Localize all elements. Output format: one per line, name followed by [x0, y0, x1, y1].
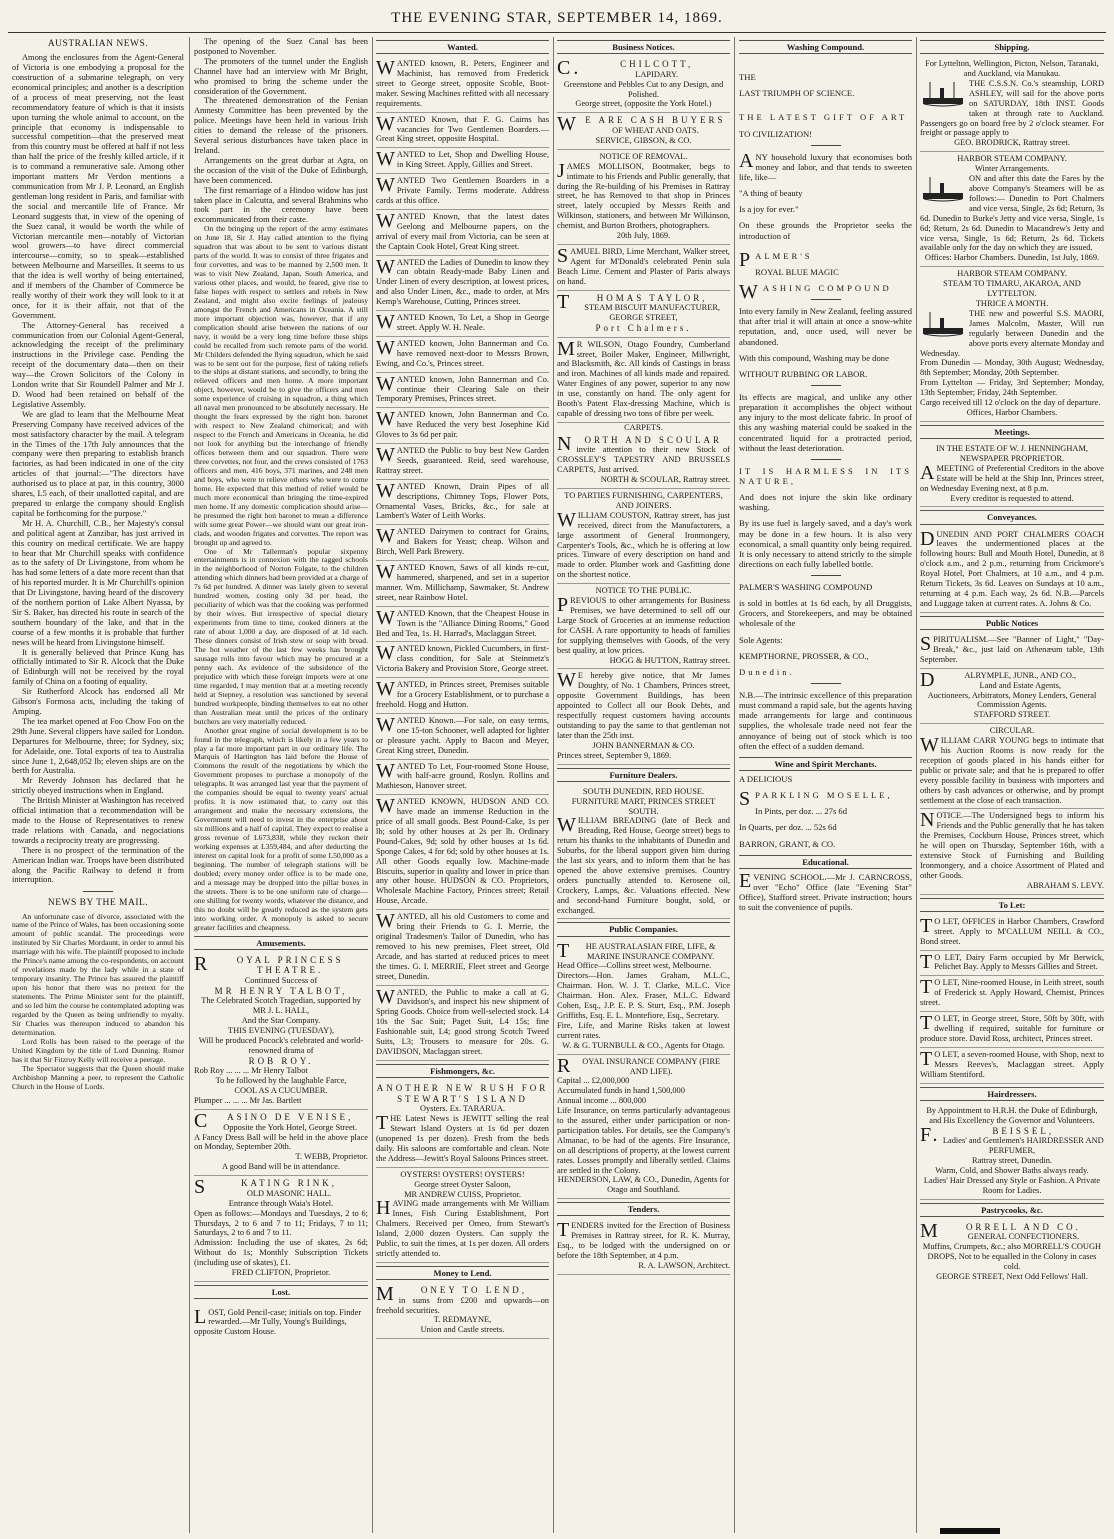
section-heading-wanted: Wanted.: [376, 40, 549, 54]
separator: [811, 459, 841, 460]
section-heading-amusements: Amusements.: [194, 936, 368, 950]
ad-line: MR ANDREW CUISS, Proprietor.: [404, 1189, 521, 1199]
ad-line: Princes street, September 9, 1869.: [557, 750, 672, 760]
ad-skating-rink: [194, 1176, 368, 1282]
ad-body: WANTED Two Gentlemen Boarders in a Private Family. Terms moderate. Address cards at this office.: [376, 174, 549, 206]
ad-title: TO PARTIES FURNISHING, CARPENTERS, AND JOINERS.: [564, 491, 723, 510]
ad-title: F.BEISSEL,: [920, 1123, 1055, 1146]
article-paragraph: The tea market opened at Foo Chow Foo on the 29th June. Several clippers have sailed for London. Departures for Melbourne, three; for Sydney, six; for Adelaide, one. Total exports of tea to Australia since June 1, 2,648,052 lb; eleven ships are on the berth for Australia.: [12, 716, 184, 776]
ad-line: Entrance through Waia's Hotel.: [228, 1198, 334, 1208]
ad-line: GENERAL CONFECTIONERS.: [967, 1232, 1080, 1242]
ad-body: WILLIAM COUSTON, Rattray street, has just received, direct from the Manufacturers, a large assortment of General Ironmongery, Carpenter's Tools, &c., which he is offering at low prices. Tinware of every description on hand and made to order. Plumber work and Gasfitting done on the shortest notice.: [557, 508, 730, 580]
ad-line: Ladies' Hair Dressed any Style or Fashion. A Private Room for Ladies.: [923, 1175, 1101, 1195]
ad-dalrymple: [920, 669, 1104, 725]
wanted-ad: [376, 113, 549, 149]
ad-title: THE AUSTRALASIAN FIRE, LIFE, & MARINE INSURANCE COMPANY.: [557, 939, 716, 962]
ad-body: WANTED Known, that the Cheapest House in Town is the "Alliance Dining Rooms," Good Bed and Tea, 1s. H. Harrad's, Maclaggan Street.: [376, 606, 549, 638]
ad-body: AMEETING of Preferential Creditors in the above Estate will be held at the Ship Inn, Princes street, on Wednesday Evening next, at 8 p.m.: [920, 461, 1104, 493]
ad-spiritualism: [920, 633, 1104, 669]
ad-line: In Pints, per doz. ... 27s 6d: [755, 806, 848, 817]
ad-body: TO LET, Nine-roomed House, in Leith street, south of Frederick st. Apply Howard, Chemist, Princes street.: [920, 976, 1104, 1008]
masthead: THE EVENING STAR, SEPTEMBER 14, 1869.: [391, 10, 723, 26]
ad-line: SOUTH DUNEDIN, RED HOUSE.: [582, 786, 705, 796]
ad-title: SKATING RINK,: [194, 1176, 338, 1199]
ad-body: WANTED, all his old Customers to come and bring their Friends to G. I. Merrie, the original Tradesmen's Tailor of Dunedin, who has removed to his new premises, Fleet street, Old Arcade, and has started at reduced prices to meet the times. G. I. MERRIE, Fleet street and George street, Dunedin.: [376, 910, 549, 981]
ad-title: C.CHILCOTT,: [557, 57, 694, 80]
ad-body: WANTED Known, Saws of all kinds re-cut, hammered, sharpened, and set in a superior manner. Wm. Millichamp, Sawmaker, St. Andrew street, near Rainbow Hotel.: [376, 561, 549, 602]
ad-line: Cargo received till 12 o'clock on the day of departure.: [920, 398, 1101, 408]
ad-line: Continued Success of: [244, 975, 318, 985]
ad-line: OF WHEAT AND OATS.: [612, 125, 699, 135]
ad-title: WE ARE CASH BUYERS: [557, 113, 726, 136]
ad-title: ROYAL INSURANCE COMPANY (FIRE AND LIFE).: [557, 1054, 721, 1077]
article-paragraph: We are glad to learn that the Melbourne Meat Preserving Company have received advices of the most satisfactory character by the mail. A telegram in the Times of the 17th July announces that the company were then preparing to establish branch factories, as had been indicated in one of the city articles of that journal:—"The directors have authorised us to place at par, in this country, 3000 shares, L5 each, of their unallotted capital, and are prepared to enlarge the company should English capital be forthcoming for the purpose.": [12, 409, 184, 518]
ad-body: PREVIOUS to other arrangements for Business Premises, we have determined to sell off our Large Stock of Groceries at an immense reduction for CASH. A rare opportunity to heads of families for supplying themselves with Goods, of the very best quality, at low prices.: [557, 594, 730, 655]
ad-line: Land and Estate Agents,: [979, 680, 1061, 690]
column-3: [376, 37, 549, 1533]
ad-couston: [557, 489, 730, 584]
ad-body: TO LET, a seven-roomed House, with Shop, next to Messrs Reeves's, Maclaggan street. Apply William Stentiford.: [920, 1047, 1104, 1079]
ad-body: TO LET, OFFICES in Harbor Chambers, Crawford street. Apply to M'CALLUM NEILL & CO., Bond street.: [920, 914, 1104, 946]
ad-body: TENDERS invited for the Erection of Business Premises in Rattray street, for R. K. Murray, Esq., to be lodged with the undersigned on or before the 18th September, at 4 p.m.: [557, 1219, 730, 1261]
column-5: [739, 37, 912, 1533]
ad-harbor-steam-timaru: [920, 267, 1104, 422]
article-paragraph: The opening of the Suez Canal has been postponed to November.: [194, 37, 368, 56]
section-heading-to-let: To Let:: [920, 898, 1104, 912]
ad-title: WASHING COMPOUND: [739, 280, 892, 303]
ad-coach: [920, 528, 1104, 613]
ad-line: Will be produced Pocock's celebrated and world-renowned drama of: [198, 1036, 364, 1055]
ad-line: ABRAHAM S. LEVY.: [1026, 880, 1104, 890]
ad-line: Accumulated funds in hand 1,500,000: [557, 1086, 685, 1096]
separator: [83, 891, 113, 892]
wanted-ad: [376, 642, 549, 678]
ad-body: WANTED, the Public to make a call at G. Davidson's, and inspect his new shipment of Spring Goods. Choice from well-selected stock. L4 10s the Sac Suit; Paget Suit, L4 15s; fine Fashionable suit, L4; good strong Scotch Tweed Suits, L3; Trousers to measure for 20s. G. DAVIDSON, Maclaggan street.: [376, 985, 549, 1056]
section-heading-lost: Lost.: [194, 1285, 368, 1299]
ad-north-and-scoular: [557, 433, 730, 489]
ad-title: NOTICE OF REMOVAL.: [599, 151, 688, 161]
ad-title: NOTICE TO THE PUBLIC.: [595, 586, 692, 596]
article-paragraph: On the bringing up the report of the army estimates on June 18, Sir J. Hay called attention to the flying squadron that was about to be sent to various distant parts of the world. It was to consist of three frigates and four corvettes, and was to be manned by 2,500 men. It was to visit New Zealand, Japan, South America, and various other places, and would, he feared, give rise to false hopes with respect to settlers and rebels in New Zealand, and might also excite feelings of jealousy amongst the French and Americans in Oceania. A still more important objection was, however, that if any complication should arise between the nations of our navy, it would be a very long time before these ships could be recalled from such remote parts of the world. Mr Childers defended the flying squadron, which he said was to be sent out for the purpose, first of taking reliefs to the ships at distant stations, and secondly, to bring the relieved officers and men home. A more important object, however, would be to give the officers and men some experience of cruising in squadron, a thing which all naval men pronounced to be absolutely necessary. He thought the fears expressed by the right hon. baronet with respect to New Zealand chimerical; and with respect to the French and Americans in Oceania, he did not look for anything but the interchange of friendly offices between them and our squadron. There were three corvettes, not four, and the crews consisted of 1763 officers and men, 416 boys, 371 marines, and 248 men and boys, who were to relieve others who were to come home. He expected that this method of relief would be much more economical than bringing the time-expired men home. If any domestic complication should arise—he presumed the right hon baronet to mean a difference with some great Power—we should want our great iron-clads, and wooden frigates and corvettes. The report was brought up and agreed to.: [194, 224, 368, 547]
ad-title: THOMAS TAYLOR,: [557, 290, 708, 313]
separator: [811, 575, 841, 576]
ad-line: TO CIVILIZATION!: [739, 128, 813, 139]
ad-title: HARBOR STEAM COMPANY.: [957, 269, 1067, 279]
wanted-ad: [376, 795, 549, 910]
ad-to-let: [920, 1048, 1104, 1084]
ad-body: SAMUEL BIRD, Lime Merchant, Walker street, Agent for M'Donald's celebrated Penin sula Beach Lime. Cement and Plaster of Paris always on hand.: [557, 244, 730, 286]
ad-body: ANY household luxury that economises both money and labor, and that tends to sweeten life, like—: [739, 149, 912, 182]
ad-line: By Appointment to H.R.H. the Duke of Edinburgh, and His Excellency the Governor and Volunteers.: [926, 1105, 1098, 1125]
ad-title: NORTH AND SCOULAR: [557, 432, 722, 455]
wanted-ad: [376, 607, 549, 643]
ad-henningham-estate: [920, 442, 1104, 507]
ad-body: WANTED known, Pickled Cucumbers, in first-class condition, for Sale at Steinmetz's Victoria Bakery and Provision Store, George street.: [376, 642, 549, 674]
ad-line: Greenstone and Pebbles Cut to any Design, and Polished.: [563, 79, 724, 99]
column-divider: [553, 37, 554, 1533]
ad-oysters: [376, 1168, 549, 1263]
article-paragraph: The threatened demonstration of the Fenian Amnesty Committee has been prevented by the police. Meetings have been held in various Irish cities to demand the release of the prisoners. Several serious disturbances have taken place in Ireland.: [194, 96, 368, 155]
ad-body: Its effects are magical, and unlike any other preparation it accomplishes the object without any injury to the most delicate fabric. In proof of this any washing material could be soaked in the concentrated liquid for a protracted period, without the least deterioration.: [739, 391, 912, 453]
ad-line: KEMPTHORNE, PROSSER, & CO.,: [739, 650, 869, 661]
ad-body: On these grounds the Proprietor seeks the introduction of: [739, 220, 912, 241]
ad-line: HOGG & HUTTON, Rattray street.: [609, 655, 730, 665]
ad-line: Annual income ... 800,000: [557, 1096, 647, 1106]
ad-body: WILLIAM BREADING (late of Beck and Breading, Red House, George street) begs to return his thanks to the inhabitants of Dunedin and Suburbs, for the liberal support given him during the last six years, and to inform them that he has opened the above extensive premises. Country orders punctually attended to. Kerosene oil, Crockery, Lamps, &c. Valuations effected. New and second-hand Furniture bought, sold, or exchanged.: [557, 814, 730, 915]
ad-notice-levy: [920, 809, 1104, 894]
ad-body: N.B.—The intrinsic excellence of this preparation must command a rapid sale, but the agents having made arrangements for large and continuous supplies, the wholesale trade need not fear the annoyance of being out of stock which is too often the effect of a sudden demand.: [739, 690, 912, 751]
ad-line: To be followed by the laughable Farce,: [215, 1076, 347, 1086]
ad-line: Plumper ... ... ... Mr Jas. Bartlett: [194, 1096, 302, 1106]
ad-line: 20th July, 1869.: [616, 231, 671, 241]
ad-body: WANTED To Let, Four-roomed Stone House, with half-acre ground, Roslyn. Rollins and Mathieson, Hanover street.: [376, 759, 549, 791]
ad-to-let: [920, 1012, 1104, 1048]
ad-body: TO LET, Dairy Farm occupied by Mr Berwick, Pelichet Bay. Apply to Messrs Gillies and Street.: [920, 950, 1104, 973]
ad-title: PALMER'S: [739, 248, 813, 271]
ad-body: THE Latest News is JEWITT selling the real Stewart Island Oysters at 1s 6d per dozen (unopened 1s per dozen). Fresh from the beds daily. His saloons are comfortable and clean. Note the Address—Jewitt's Royal Saloons Princes street.: [376, 1112, 549, 1163]
ad-line: PALMER'S WASHING COMPOUND: [739, 582, 873, 593]
ad-body: NOTICE.—The Undersigned begs to inform his Friends and the Public generally that he has taken the Premises, Cockburn House, Princes street, which he will open on Thursday, September 16th, with a extensive Stock of Furnishing and Building Ironmongery, and a choice Assortment of Plated and other Goods.: [920, 809, 1104, 880]
wanted-ad: [376, 210, 549, 256]
ad-body: DUNEDIN AND PORT CHALMERS COACH leaves the undermentioned places at the following hours: Bull and Mouth Hotel, Dunedin, at 8 o'clock a.m., and 2 p.m., returning from Crickmore's Royal Hotel, Port Chalmers, at 10 a.m., and 4 p.m. Return Tickets, 3s 6d. Leaves on Sundays at 10 a.m., returning at 4 p.m. Each way, 2s 6d. N.B.—Parcels and Luggage taken at current rates. A. Johns & Co.: [920, 527, 1104, 608]
ad-body: SPIRITUALISM.—See "Banner of Light," "Day-Break," &c., just laid on Athenæum table, 13th September.: [920, 632, 1104, 664]
column-6: [920, 37, 1104, 1533]
ad-line: W. & G. TURNBULL & CO., Agents for Otago.: [562, 1040, 725, 1050]
separator: [811, 145, 841, 146]
ad-title: ANOTHER NEW RUSH FOR STEWART'S ISLAND: [376, 1083, 549, 1104]
ad-tenders: [557, 1219, 730, 1275]
wanted-ad: [376, 525, 549, 561]
ad-line: A Fancy Dress Ball will be held in the above place on Monday, September 20th.: [194, 1132, 368, 1152]
ad-notice-of-removal: [557, 150, 730, 245]
ad-line: THE LATEST GIFT OF ART: [739, 112, 908, 123]
section-heading-washing-compound: Washing Compound.: [739, 40, 912, 54]
ad-body: WANTED known, John Bannerman and Co. have removed next-door to Messrs Brown, Ewing, and Co.'s, Princes street.: [376, 336, 549, 368]
separator: [811, 385, 841, 386]
ad-body: THE new and powerful S.S. MAORI, James Malcolm, Master, Will run regularly between Dunedin and the above ports every alternate Monday and Wednesday.: [920, 308, 1104, 358]
ad-to-let: [920, 976, 1104, 1012]
article-paragraph: The British Minister at Washington has received official intimation that a recommendation will be made to the House of Representatives to renew trade relations with Canada, and negociations towards a reciprocity treaty are progressing.: [12, 796, 184, 845]
ad-line: LAST TRIUMPH OF SCIENCE.: [739, 88, 855, 99]
section-heading-public-companies: Public Companies.: [557, 922, 730, 936]
ad-line: NORTH & SCOULAR, Rattray street.: [600, 475, 730, 485]
section-heading-meetings: Meetings.: [920, 425, 1104, 439]
ad-line: COOL AS A CUCUMBER.: [234, 1086, 328, 1096]
ad-line: in sums from £200 and upwards—on freehold securities.: [376, 1295, 549, 1315]
section-heading-public-notices: Public Notices: [920, 616, 1104, 630]
article-paragraph: Mr Reverdy Johnson has declared that he strictly obeyed instructions when in England.: [12, 776, 184, 796]
ad-body: invite attention to their new Stock of CROSSLEY'S TAPESTRY AND BRUSSELS CARPETS, Just arrived.: [557, 445, 730, 475]
ad-line: STAFFORD STREET.: [973, 710, 1051, 720]
ad-body: WANTED Known, that F. G. Cairns has vacancies for Two Gentlemen Boarders.—Great King street, opposite Hospital.: [376, 112, 549, 144]
ad-body: WANTED known, John Bannerman and Co. have Reduced the very best Josephine Kid Gloves to 3s 6d per pair.: [376, 408, 549, 440]
ad-line: Opposite the York Hotel, George Street.: [223, 1122, 358, 1132]
ad-body: EVENING SCHOOL.—Mr J. CARNCROSS, over "Echo" Office (late "Evening Star" Office), Stafford street. Private instruction; hours to suit the convenience of pupils.: [739, 869, 912, 913]
wanted-ad: [376, 444, 549, 480]
ad-line: MR HENRY TALBOT,: [214, 985, 348, 996]
ad-thomas-taylor: [557, 291, 730, 338]
column-divider: [189, 37, 190, 1533]
section-heading-shipping: Shipping.: [920, 40, 1104, 54]
wanted-ad: [376, 256, 549, 312]
ad-australasian-insurance: [557, 940, 730, 1055]
wanted-ads-list: [376, 57, 549, 1061]
ad-title: IN THE ESTATE OF W. J. HENNINGHAM, NEWSPAPER PROPRIETOR.: [935, 444, 1088, 463]
article-paragraph: Another great engine of social development is to be found in the telegraph, which is likely in a few years to play a far more important part in our ordinary life. The Marquis of Hartington has laid before the House of Commons the result of the negotiations by which the Government proposes to purchase a monopoly of the telegraphs. It was arranged last year that the payment of the companies should be equal to twenty years' actual profits. It is now estimated that, to carry out this arrangement and make the necessary extensions, the Government will need to invest in the enterprise about six millions and a half of capital. They expect to realise a gross revenue of L673,838, while they reckon their working expenses at L359,484, and after deducting the interest on capital look for a profit of some L50,000 as a beginning. The number of telegraph stations will be doubled; every money order office is to be made one, and a message may be dropped into the pillar boxes in the streets. There is to be one uniform rate of charge—one shilling for twenty words, whatever the distance, and this no doubt will be greatly reduced as the system gets into working order. A monopoly is asked to secure greater facilities and cheapness.: [194, 725, 368, 932]
ad-body: WANTED Known, To Let, a Shop in George street. Apply W. H. Neale.: [376, 311, 549, 334]
ad-body: Life Insurance, on terms particularly advantageous to the assured, either under participation or non-participation tables. For details, see the Company's Almanac, to be had of the agents. Fire Insurance, on all descriptions of property, at the lowest current rates. Losses promptly and liberally settled. Claims are settled in the Colony.: [557, 1106, 730, 1175]
section-heading-money-to-lend: Money to Lend.: [376, 1266, 549, 1280]
section-heading-australian-news: AUSTRALIAN NEWS.: [47, 39, 149, 49]
ad-line: WITHOUT RUBBING OR LABOR.: [739, 368, 868, 379]
ad-lord-ashley: [920, 57, 1104, 152]
ad-line: OLD MASONIC HALL.: [246, 1188, 332, 1198]
ad-title: OYSTERS! OYSTERS! OYSTERS!: [400, 1169, 525, 1179]
ad-line: R. A. LAWSON, Architect.: [638, 1261, 730, 1271]
ad-to-let: [920, 951, 1104, 977]
ad-notice-to-public: [557, 584, 730, 669]
ad-line: Ladies' and Gentlemen's HAIRDRESSER AND PERFUMER,: [942, 1136, 1104, 1156]
ad-body: WANTED to Let, Shop and Dwelling House, in King Street. Apply, Gillies and Street.: [376, 148, 549, 171]
ad-line: Is a joy for ever.": [739, 204, 799, 215]
column-4: [557, 37, 730, 1533]
article-paragraph: It is generally believed that Prince Kung has officially intimated to Sir R. Alcock that the Duke of Edinburgh will not be received by the royal family of China on a footing of equality.: [12, 647, 184, 687]
ad-body: WANTED known, R. Peters, Engineer and Machinist, has removed from Frederick street to George street, opposite Scoble, Boot-maker. Sewing Machines refitted with all necessary requirements.: [376, 57, 549, 108]
separator: [811, 299, 841, 300]
section-heading-furniture: Furniture Dealers.: [557, 768, 730, 782]
ad-title: CASINO DE VENISE,: [194, 1110, 354, 1133]
ad-line: Port Chalmers.: [595, 323, 692, 333]
ad-line: JOHN BANNERMAN & CO.: [592, 740, 695, 750]
ad-line: GEO. BRODRICK, Rattray street.: [954, 138, 1070, 148]
ad-line: THIS EVENING (TUESDAY),: [228, 1026, 334, 1036]
wanted-ad: [376, 910, 549, 985]
steamship-icon: [920, 79, 966, 109]
ad-line: A DELICIOUS: [739, 774, 793, 785]
article-paragraph: The first remarriage of a Hindoo widow has just taken place in Calcutta, and several Brahmins who took part in the ceremony have been excommunicated from their caste.: [194, 185, 368, 225]
wanted-ad: [376, 986, 549, 1061]
ad-body: HAVING made arrangements with Mr William Innes, Fish Curing Establishment, Port Chalmers. Received per Omeo, from Stewart's Island, 2,000 dozen Oysters. Can supply the Public, to suit the times, at 1s per dozen. All orders strictly attended to.: [376, 1197, 549, 1258]
ad-line: George street, (opposite the York Hotel.): [575, 99, 712, 109]
article-paragraph: The Spectator suggests that the Queen should make Archbishop Manning a peer, to represent the Catholic Church in the House of Lords.: [12, 1063, 184, 1091]
ad-line: A good Band will be in attendance.: [222, 1162, 340, 1172]
ad-line: Dunedin.: [739, 666, 795, 677]
ad-body: By its use fuel is largely saved, and a day's work may be done in a few hours. It is also very economical, a small quantity only being required. It is only necessary to attend strictly to the simple directions on each fully labelled bottle.: [739, 518, 912, 569]
ad-body: WANTED known, John Bannerman and Co. continue their Clearing Sale on their Temporary Premises, Princes street.: [376, 372, 549, 404]
ad-line: Open as follows:—Mondays and Tuesdays, 2 to 6; Thursdays, 2 to 6 and 7 to 11; Fridays, 7 to 11; Saturdays, 2 to 6 and 7 to 11.: [194, 1208, 368, 1238]
ad-line: Warm, Cold, and Shower Baths always ready.: [935, 1165, 1089, 1175]
ad-line: IT IS HARMLESS IN ITS NATURE,: [739, 465, 912, 486]
section-heading-hairdressers: Hairdressers.: [920, 1087, 1104, 1101]
ad-line: LAPIDARY.: [635, 69, 679, 79]
ad-royal-insurance: [557, 1055, 730, 1200]
ad-line: The Celebrated Scotch Tragedian, supported by MR J. L. HALL,: [201, 996, 361, 1016]
ad-line: In Quarts, per doz. ... 52s 6d: [739, 822, 837, 833]
ad-body: WANTED Dairymen to contract for Grains, and Bakers for Yeast; cheap. Wilson and Birch, Well Park Brewery.: [376, 525, 549, 557]
ad-line: FURNITURE MART, PRINCES STREET SOUTH.: [571, 796, 716, 816]
ad-line: From Lyttelton — Friday, 3rd September; Monday, 13th September; Friday, 24th September.: [920, 378, 1104, 398]
ad-body: WILLIAM CARR YOUNG begs to intimate that his Auction Rooms is now ready for the reception of goods placed in his hands either for public or private sale; and that he is prepared to offer every possible facility in business with importers and others by cash advances or otherwise, and by prompt settlement at the close of each transaction.: [920, 734, 1104, 805]
ad-line: Fire, Life, and Marine Risks taken at lowest current rates.: [557, 1020, 730, 1040]
article-paragraph: Mr H. A. Churchill, C.B., her Majesty's consul and political agent at Zanzibar, has just arrived in this country on medical certificate. We are happy to hear that Mr Churchill speaks with confidence as to the safety of Dr Livingstone, from whom he has had some letters of a date more recent than that of his reported murder. It is Mr Churchill's opinion that Dr Livingstone, having heard of the discovery of the northern portion of Lake Albert Nyassa, by Sir S. Baker, has directed his route in search of the southern boundary of the lake, and that in the course of a few months it is probable that further news will be heard from Livingstone himself.: [12, 518, 184, 647]
ad-body: JAMES MOLLISON, Bootmaker, begs to intimate to his Friends and Public generally, that during the Re-building of his Premises in Rattray street, he has Removed to that shop in Princes street, lately occupied by Messrs Reith and Wilkinson, stationers, and between Mr Wilkinson, chemist, and Burton Brothers, photographers.: [557, 159, 730, 231]
section-heading-business-notices: Business Notices.: [557, 40, 730, 54]
ad-line: Union and Castle streets.: [420, 1325, 505, 1335]
wanted-ad: [376, 373, 549, 409]
column-2: [194, 37, 368, 1533]
ad-body: WANTED Known.—For sale, on easy terms, one 15-ton Schooner, well adapted for lighter or pleasure yacht. Apply to Bacon and Meyer, Great King street, Dunedin.: [376, 713, 549, 755]
ad-body: WANTED KNOWN, HUDSON AND CO. have made an immense Reduction in the price of all small goods. Best Pound-Cake, 1s per lb; sold by other houses at 2s per lb. Ordinary Pound-Cakes, 9d; sold by other houses at 1s 6d. Sponge Cakes, 4 for 6d; sold by other houses at 1s. All other Goods equally low. Machine-made Biscuits, superior in quality and lower in price than any other house. HUDSON & CO. Proprietors, Wholesale Machine Factory, Princes street; Retail House, Arcade.: [376, 795, 549, 906]
ad-cash-buyers: [557, 113, 730, 149]
ad-otago-foundry: [557, 338, 730, 423]
steamship-icon: [920, 174, 966, 204]
section-heading-conveyances: Conveyances.: [920, 510, 1104, 524]
ad-body: THE C.S.S.N. Co.'s steamship, LORD ASHLEY, will sail for the above ports on SATURDAY, 18th INST. Goods taken at through rate to Auckland. Passengers go on board free by 2 o'clock steamer. For freight or passage apply to: [920, 78, 1104, 138]
ad-body: TO LET, in George street, Store, 50ft by 30ft, with dwelling if required, suitable for furniture or produce store. David Ross, architect, Princes street.: [920, 1012, 1104, 1043]
ad-body: WANTED, in Princes street, Premises suitable for a Grocery Establishment, or to purchase a freehold. Hogg and Hutton.: [376, 678, 549, 709]
ad-stewart-island-oysters: [376, 1081, 549, 1168]
ad-line: Capital ... £2,000,000: [557, 1076, 630, 1086]
section-heading-tenders: Tenders.: [557, 1202, 730, 1216]
ad-body: WANTED Known, Drain Pipes of all descriptions, Chimney Tops, Flower Pots, Ornamental Vases, Bricks, &c., for sale at Lambert's Water of Leith Works.: [376, 479, 549, 521]
ad-body: WANTED Known, that the latest dates Geelong and Melbourne papers, on the arrival of every mail from Victoria, can be seen at the Captain Cook Hotel, Great King street.: [376, 209, 549, 251]
ad-line: BARRON, GRANT, & CO.: [739, 838, 836, 849]
ad-line: T. WEBB, Proprietor.: [295, 1152, 368, 1162]
ad-body: WANTED the Public to buy best New Garden Seeds, guaranteed. Reid, seed warehouse, Rattray street.: [376, 444, 549, 475]
ad-line: Rob Roy ... ... ... Mr Henry Talbot: [194, 1066, 308, 1076]
steamship-icon: [920, 309, 966, 339]
wanted-ad: [376, 714, 549, 760]
ad-title: ROYAL PRINCESS THEATRE.: [194, 952, 344, 976]
column-1: [12, 37, 184, 1533]
carpets-heading: CARPETS.: [624, 422, 663, 432]
ad-line: "A thing of beauty: [739, 188, 803, 199]
wanted-ad: [376, 561, 549, 607]
ad-body: is sold in bottles at 1s 6d each, by all Druggists, Grocers, and Storekeepers, and may be obtained wholesale of the: [739, 598, 912, 629]
ad-circular: [920, 724, 1104, 809]
ad-body: WANTED the Ladies of Dunedin to know they can obtain Ready-made Baby Linen and Under Linen of every description, at lowest prices, and also Under Linen, &c., made to order, at Mrs Kemp's Warehouse, Cutting, Princes street.: [376, 255, 549, 307]
column-divider: [916, 37, 917, 1533]
ad-line: For Lyttelton, Wellington, Picton, Nelson, Taranaki, and Auckland, via Manukau.: [925, 59, 1099, 79]
footer-ink-mark: [940, 1528, 1000, 1534]
wanted-ad: [376, 760, 549, 796]
ad-line: STEAM BISCUIT MANUFACTURER,: [584, 303, 721, 313]
ad-line: STEAM TO TIMARU, AKAROA, AND LYTTELTON.: [943, 279, 1081, 299]
masthead-rule: [8, 32, 1106, 33]
ad-line: ROYAL BLUE MAGIC: [755, 266, 839, 277]
ad-line: THE: [739, 72, 756, 83]
section-heading-wine: Wine and Spirit Merchants.: [739, 757, 912, 771]
ad-line: GEORGE STREET,: [609, 313, 678, 323]
ad-line: Oysters. Ex. TARARUA.: [419, 1104, 506, 1114]
section-heading-educational: Educational.: [739, 855, 912, 869]
ad-line: And the Star Company.: [241, 1016, 321, 1026]
ad-line: Every creditor is requested to attend.: [950, 493, 1074, 503]
article-paragraph: The promoters of the tunnel under the English Channel have had an interview with Mr Bright, who promised to bring the scheme under the consideration of the Government.: [194, 56, 368, 96]
wanted-ad: [376, 480, 549, 526]
section-heading-pastrycooks: Pastrycooks, &c.: [920, 1203, 1104, 1217]
ad-line: Auctioneers, Arbitrators, Money Lenders, General Commission Agents.: [927, 690, 1097, 710]
ad-lost: LOST, Gold Pencil-case; initials on top. Finder rewarded.—Mr Tully, Young's Buildings, opposite Custom House.: [194, 1305, 362, 1337]
ad-title: DALRYMPLE, JUNR., AND CO.,: [920, 668, 1077, 691]
ad-line: Rattray street, Dunedin.: [971, 1155, 1052, 1165]
ad-line: Offices: Harbor Chambers. Dunedin, 1st July, 1869.: [924, 253, 1100, 263]
ad-title: MONEY TO LEND,: [376, 1282, 527, 1305]
article-paragraph: An unfortunate case of divorce, associated with the name of the Prince of Wales, has been occasioning some amount of public scandal. The proceedings were instituted by Sir Charles Mordaunt, in order to annul his marriage with his wife. The plaintiff proposed to include the Prince's name among the co-respondents, on account of revelations made by the lady while in a state of temporary insanity. The Prince has assured the plaintiff upon his honor that there was no pretext for the statements. The Prime Minister sent for the plaintiff, and so led him the course he contemplated adopting was regarded by the Queen as being unfriendly to royalty. Sir Charles was thereupon induced to abandon his determination.: [12, 911, 184, 1037]
ad-title: SPARKLING MOSELLE,: [739, 788, 893, 811]
wanted-ad: [376, 311, 549, 337]
separator: [811, 683, 841, 684]
article-paragraph: One of Mr Tallerman's popular sixpenny entertainments is in connexion with the ragged schools in the neighborhood of Norton Folgate, to the children attending which dinners had been provided at a charge of 7s 6d per hundred. A dinner was lately given to several hundred women, costing only 3d per head, the peculiarity of which was that the cooking was performed by their wives. But irrespective of special dietary experiments from time to time, cooked dinners at the rate of about 1,000 a day, are disposed of at 1d each. These dinners consist of Irish stew or soup with bread. The hot weather of the last few weeks has brought sausage rolls into favour which may be procured at a penny each. As evidence of the subsidence of the prejudice with which these foreign imports were at one time regarded, I may mention that at a meeting recently held at Stepney, a resolution was sanctioned by several hundred workpeople, binding themselves to eat no other than Australian meat until the prices of the ordinary butchers are very materially reduced.: [194, 546, 368, 726]
article-paragraph: Sir Rutherford Alcock has endorsed all Mr Gibson's Formosa acts, including the taking of Amping.: [12, 687, 184, 717]
ad-line: Muffins, Crumpets, &c.; also MORRELL'S COUGH DROPS, Not to be equalled in the Colony in cases cold.: [922, 1242, 1102, 1272]
ad-bannerman-notice: [557, 669, 730, 764]
ad-line: Sole Agents:: [739, 634, 783, 645]
ad-line: Admission: Including the use of skates, 2s 6d; Without do 1s; Monthly Subscription Tickets (including use of skates), £1.: [194, 1238, 368, 1268]
column-divider: [372, 37, 373, 1533]
ad-beissel-hairdresser: [920, 1104, 1104, 1200]
ad-royal-princess-theatre: [194, 953, 368, 1110]
wanted-ad: [376, 408, 549, 444]
wanted-ad: [376, 57, 549, 113]
ad-line: From Dunedin — Monday, 30th August; Wednesday, 8th September; Monday, 20th September.: [920, 358, 1104, 378]
ad-samuel-bird: [557, 245, 730, 291]
ad-line: THRICE A MONTH.: [975, 298, 1049, 308]
ad-body: With this compound, Washing may be done: [739, 352, 889, 363]
section-heading-fishmongers: Fishmongers, &c.: [376, 1064, 549, 1078]
ad-to-let: [920, 915, 1104, 951]
ad-body: And does not injure the skin like ordinary washing.: [739, 492, 912, 513]
wanted-ad: [376, 337, 549, 373]
ad-line: Offices, Harbor Chambers.: [966, 407, 1058, 417]
ad-line: SERVICE, GIBSON, & CO.: [595, 135, 692, 145]
ad-line: ROB ROY.: [248, 1055, 314, 1066]
ad-line: Winter Arrangements.: [974, 164, 1050, 174]
ad-chilcott-lapidary: [557, 57, 730, 113]
wanted-ad: [376, 174, 549, 210]
ad-morrell: [920, 1220, 1104, 1285]
ad-body: Into every family in New Zealand, feeling assured that after trial it will attain at once a snow-white reputation, and, once used, will never be abandoned.: [739, 306, 912, 347]
ad-line: Head Office—Collins street west, Melbourne.: [557, 961, 712, 971]
article-paragraph: Lord Rolls has been raised to the peerage of the United Kingdom by the title of Lord Dunning. Rumor has it that Sir Fitzroy Kelly will receive a peerage.: [12, 1036, 184, 1064]
ad-line: HENDERSON, LAW, & CO., Dunedin, Agents for Otago and Southland.: [557, 1175, 730, 1195]
article-paragraph: Among the enclosures from the Agent-General of Victoria is one embodying a proposal for the construction of a submarine telegraph, on very economical principles; and another is a description of a process of meat preserving, not the least recommendatory feature of which is that it insists upon turning the whole animal to account, on the principle that economy is indispensable to successful competition—that the preserved meat from this country must be offered at half if not less than half the price of the freshly killed article, if it is to command a remunerative sale. Among other important matters Mr Verdon mentions a communication from Mr J. P. Leonard, an English gentleman long resident in Paris, and familiar with the social and mercantile life of France. Mr Leonard suggests that, in view of the opening of the Suez canal, it would be worth the while of Victorian mercantile men—notably of Victorian wool growers—to have direct commercial intercourse—comity, so to speak—established between Melbourne and Marseilles. It seems to us that the idea is well worthy of being entertained, and if members of the Chamber of Commerce be really worthy of their work they will look to it at once, for it is their affair, not that of the Government.: [12, 53, 184, 320]
ad-harbor-steam-winter: [920, 152, 1104, 267]
ad-title: MORRELL AND CO.: [920, 1219, 1081, 1242]
ad-body: MR WILSON, Otago Foundry, Cumberland street, Boiler Maker, Engineer, Millwright, and Blacksmith, &c. All kinds of Castings in brass and iron. Machines of all kinds made and repaired. Water Engines of any power, superior to any now in use, constantly on hand. The only agent for Booth's Patent Flax-dressing Machine, which is capable of dressing two tons of fibre per week.: [557, 337, 730, 418]
section-heading-news-by-mail: NEWS BY THE MAIL.: [47, 898, 149, 909]
ad-title: HARBOR STEAM COMPANY.: [957, 154, 1067, 164]
ad-body: WE hereby give notice, that Mr James Doughty, of No. 1 Chambers, Princes street, opposite Government Buildings, has been appointed to Collect all our Book Debts, and respectfully request customers having accounts outstanding to pay the same to that gentleman not later than the 25th inst.: [557, 669, 730, 740]
ad-line: GEORGE STREET, Next Odd Fellows' Hall.: [936, 1271, 1088, 1281]
ad-william-breading: [557, 785, 730, 920]
ad-body: ON and after this date the Fares by the above Company's Steamers will be as follows:— Dunedin to Port Chalmers and vice versa, Single, 2s 6d; Return, 3s 6d. Dunedin to Burke's Jetty and vice versa, Single, 1s 6d; Return, 2s 6d. Dunedin to Macandrew's Jetty and vice versa, Single, 1s 6d; Return, 2s 6d. Tickets available only for the day on which they are issued.: [920, 174, 1104, 253]
ad-line: Directors—Hon. James Graham, M.L.C., Chairman. Hon. W. J. T. Clarke, M.L.C. Vice Chairman. Hon. Alex. Fraser, M.L.C. Edward Cohen, Esq., J.P. E. P. S. Sturt, Esq., P.M. Joseph Griffiths, Esq. E. L. Montefiore, Esq., Secretary.: [557, 971, 730, 1020]
ad-money-to-lend: [376, 1283, 549, 1339]
article-paragraph: There is no prospect of the termination of the American Indian war. Troops have been distributed along the Pacific Railway to defend it from interruption.: [12, 845, 184, 885]
ad-title: CIRCULAR.: [989, 726, 1035, 736]
wanted-ad: [376, 148, 549, 174]
ad-line: FRED CLIFTON, Proprietor.: [231, 1268, 331, 1278]
wanted-ad: [376, 678, 549, 714]
ad-casino-de-venise: [194, 1110, 368, 1176]
article-paragraph: Arrangements on the great durbar at Agra, on the occasion of the visit of the Duke of Edinburgh, have been commenced.: [194, 155, 368, 185]
article-paragraph: The Attorney-General has received a communication from our Colonial Agent-General, acknowledging the receipt of the preliminary instructions in the Privilege case. Pending the receipt of the documentary data—then on their way—the Crown Solicitors of the Colony in London write that Sir Roundell Palmer and Mr J. D. Wood had been retained on behalf of the Legislative Assembly.: [12, 320, 184, 409]
column-divider: [734, 37, 735, 1533]
ad-line: T. REDMAYNE,: [433, 1315, 492, 1325]
ad-line: George street Oyster Saloon,: [414, 1179, 511, 1189]
